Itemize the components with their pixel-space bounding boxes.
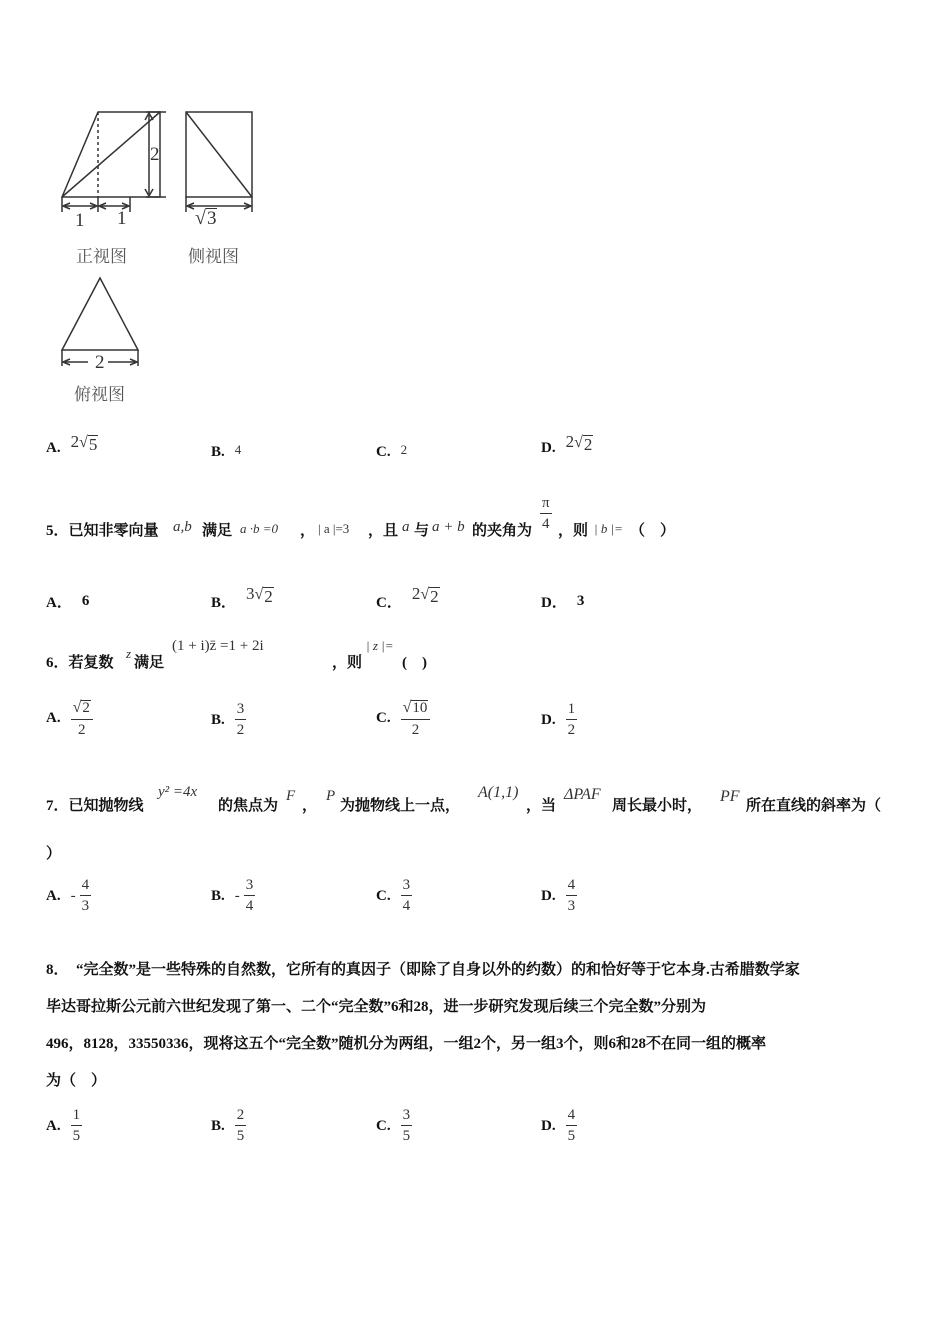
q8-line-3: 496，8128，33550336，现将这五个“完全数”随机分为两组，一组2个，另一组3个，则6和28不在同一组的概率 (46, 1036, 767, 1052)
q8-option-d-value: $\frac{4}{5}$ (567, 1107, 576, 1144)
q8-option-c-value: $\frac{3}{5}$ (402, 1107, 411, 1144)
q4-option-a[interactable]: A. 2 √ 5 (46, 432, 98, 457)
q5-stem-2: 满足 (202, 523, 233, 539)
q5-option-d[interactable]: D． 3 (541, 593, 585, 611)
q4-option-b[interactable]: B. 4 (211, 441, 242, 460)
q5-stem-4: 与 (414, 523, 430, 539)
q5-vectors: a,b (173, 519, 192, 535)
q7-option-b-sign: - (234, 887, 240, 904)
q4-option-b-value: 4 (234, 441, 242, 457)
three-view-figure (50, 100, 270, 410)
q6-option-a[interactable]: A. √ 2 2 (46, 700, 93, 738)
q7-option-c-value: $\frac{3}{4}$ (402, 877, 411, 914)
q6-option-c-value: √ 10 2 (401, 700, 431, 738)
q5-stem-5: 的夹角为 (472, 523, 533, 539)
question-5 (46, 496, 906, 546)
q5-target: | b |= (594, 521, 623, 536)
q7-stem-5: 周长最小时， (612, 798, 703, 814)
top-view-label: 俯视图 (74, 385, 125, 405)
q7-option-a-value: $\frac{4}{3}$ (81, 877, 90, 914)
q4-option-a-value: 2 √ 5 (70, 432, 98, 454)
q7-stem-4: ，当 (526, 798, 557, 814)
q8-option-a-value: $\frac{1}{5}$ (72, 1107, 81, 1144)
q5-paren: （ ） (630, 523, 676, 539)
q6-variable: z (126, 646, 132, 661)
q7-stem-7: ） (46, 846, 62, 862)
q7-option-a[interactable]: A. - $\frac{4}{3}$ (46, 877, 90, 914)
q5-vector-sum: a + b (432, 519, 465, 535)
q5-option-b-value: 3 √ 2 (246, 584, 273, 606)
q7-stem-1: 7．已知抛物线 (46, 798, 144, 814)
q4-option-d-value: 2 √ 2 (565, 432, 593, 454)
dim-right: 1 (117, 208, 127, 229)
q5-stem-3: ，且 (368, 523, 399, 539)
q8-option-d[interactable]: D. $\frac{4}{5}$ (541, 1107, 576, 1144)
q5-option-c-value: 2 √ 2 (411, 584, 439, 606)
side-view (186, 112, 252, 212)
q8-option-a[interactable]: A. $\frac{1}{5}$ (46, 1107, 81, 1144)
q5-option-a-value: 6 (81, 593, 90, 609)
q7-option-b-value: $\frac{3}{4}$ (245, 877, 254, 914)
q5-stem-6: ，则 (558, 523, 589, 539)
dim-top: 2 (95, 352, 105, 373)
dim-height: 2 (150, 144, 160, 165)
q5-angle: $\frac{\pi}{4}$ (542, 495, 550, 532)
q4-option-d[interactable]: D. 2 √ 2 (541, 432, 593, 457)
q7-option-c[interactable]: C. $\frac{3}{4}$ (376, 877, 411, 914)
q5-vector-a: a (402, 519, 410, 535)
q8-line-2: 毕达哥拉斯公元前六世纪发现了第一、二个“完全数”6和28，进一步研究发现后续三个完全数”分别为 (46, 999, 707, 1015)
q5-stem-1: 5．已知非零向量 (46, 523, 159, 539)
q6-option-c[interactable]: C. √ 10 2 (376, 700, 430, 738)
q5-option-a[interactable]: A． 6 (46, 593, 90, 611)
q7-comma: ， (302, 798, 318, 814)
q7-point-a: A(1,1) (478, 784, 519, 801)
q5-option-b[interactable]: B． 3 √ 2 (211, 584, 273, 612)
q7-option-b[interactable]: B. - $\frac{3}{4}$ (211, 877, 254, 914)
q6-option-d-value: $\frac{1}{2}$ (567, 701, 576, 738)
q6-option-b-value: $\frac{3}{2}$ (236, 701, 245, 738)
q5-condition-2: | a |=3 (318, 521, 350, 536)
q5-comma-1: ， (300, 523, 316, 539)
dim-left: 1 (75, 210, 85, 231)
q6-stem-1: 6．若复数 (46, 655, 114, 671)
q6-target: | z |= (366, 638, 394, 653)
q8-option-c[interactable]: C. $\frac{3}{5}$ (376, 1107, 411, 1144)
q4-option-c-value: 2 (400, 441, 408, 457)
q5-condition-1: a ·b =0 (240, 521, 279, 536)
q6-stem-2: 满足 (134, 655, 165, 671)
q7-triangle: ΔPAF (564, 786, 601, 803)
q5-option-d-value: 3 (576, 593, 585, 609)
q8-line-1: 8． “完全数”是一些特殊的自然数，它所有的真因子（即除了自身以外的约数）的和恰好等于它本身.古希腊数学家 (46, 962, 800, 978)
side-view-label: 侧视图 (188, 247, 239, 267)
q6-option-a-value: √ 2 2 (71, 700, 93, 738)
q6-option-b[interactable]: B. $\frac{3}{2}$ (211, 701, 245, 738)
q4-option-c[interactable]: C. 2 (376, 441, 408, 460)
q7-focus: F (286, 788, 296, 804)
q7-option-d-value: $\frac{4}{3}$ (567, 877, 576, 914)
q7-stem-2: 的焦点为 (218, 798, 279, 814)
q7-stem-3: 为抛物线上一点， (340, 798, 461, 814)
q6-option-d[interactable]: D. $\frac{1}{2}$ (541, 701, 576, 738)
q8-line-4: 为（ ） (46, 1073, 107, 1089)
dim-side: √ 3 (195, 207, 217, 229)
question-6 (46, 636, 906, 672)
q7-line: PF (720, 788, 740, 805)
q6-stem-3: ，则 (332, 655, 363, 671)
q7-stem-6: 所在直线的斜率为（ (746, 798, 882, 814)
q8-option-b-value: $\frac{2}{5}$ (236, 1107, 245, 1144)
q6-equation: (1 + i)z̄ =1 + 2i (172, 638, 264, 654)
q7-parabola: y² =4x (158, 784, 198, 800)
q6-paren: ( ) (402, 655, 427, 671)
q7-point-p: P (326, 788, 336, 804)
q7-option-d[interactable]: D. $\frac{4}{3}$ (541, 877, 576, 914)
front-view-label: 正视图 (76, 247, 127, 267)
q7-option-a-sign: - (70, 887, 76, 904)
question-8 (46, 960, 906, 1108)
q8-option-b[interactable]: B. $\frac{2}{5}$ (211, 1107, 245, 1144)
question-7 (46, 780, 916, 862)
q5-option-c[interactable]: C． 2 √ 2 (376, 584, 439, 612)
